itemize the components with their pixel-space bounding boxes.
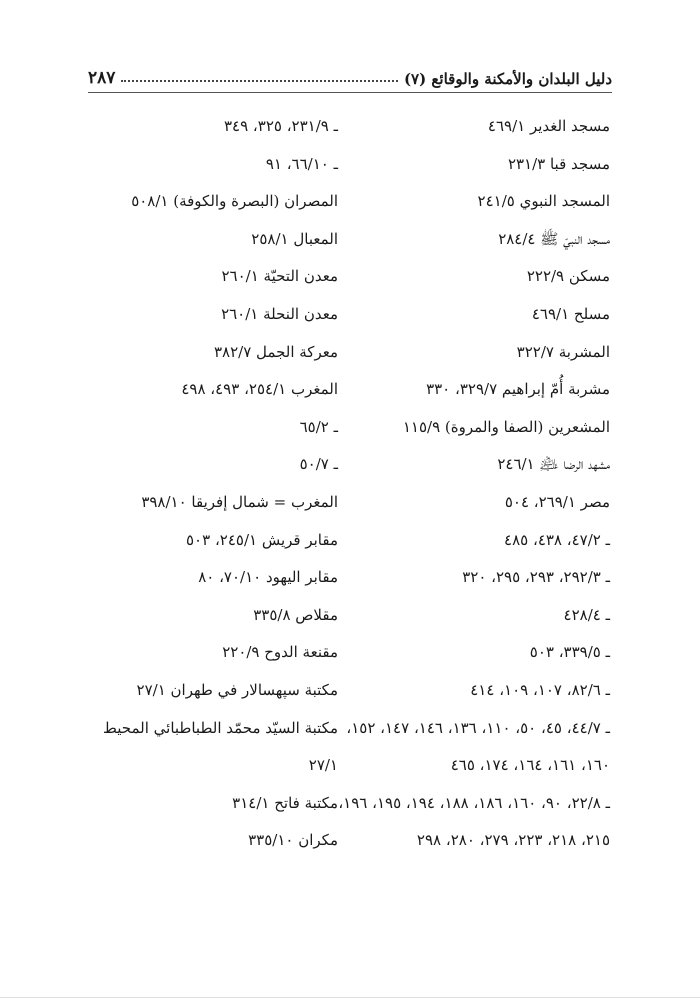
index-entry: مكران ٣٣٥/١٠ (248, 831, 338, 850)
index-column-right (338, 108, 610, 860)
index-entry: ٢٧/١ (308, 756, 338, 775)
page-bottom-rule (0, 997, 700, 998)
running-header (88, 60, 612, 93)
index-entry: مسكن ٢٢٢/٩ (526, 267, 610, 286)
index-entry: مكتبة فاتح ٣١٤/١ (232, 793, 338, 812)
index-entry: المعبال ٢٥٨/١ (251, 229, 338, 248)
index-entry: المشعرين (الصفا والمروة) ١١٥/٩ (402, 417, 610, 436)
index-entry: ـ ٢٢/٨، ٩٠، ١٦٠، ١٨٦، ١٨٨، ١٩٤، ١٩٥، ١٩٦، (338, 793, 610, 812)
index-entry: ١٦٠، ١٦١، ١٦٤، ١٧٤، ٤٦٥ (450, 756, 610, 775)
index-entry: مكتبة السيّد محمّد الطباطبائي المحيط (103, 718, 338, 737)
index-entry: مسجد النبيّ ﷺ ٢٨٤/٤ (498, 229, 610, 248)
index-entry: مكتبة سپهسالار في طهران ٢٧/١ (136, 680, 338, 699)
index-entry: مقلاص ٣٣٥/٨ (253, 605, 338, 624)
index-entry: ـ ٨٢/٦، ١٠٧، ١٠٩، ٤١٤ (470, 680, 610, 699)
page-number: ٢٨٧ (88, 68, 116, 88)
index-entry: ـ ٤٤/٧، ٤٥، ٥٠، ١١٠، ١٣٦، ١٤٦، ١٤٧، ١٥٢، (346, 718, 610, 737)
index-entry: المسجد النبوي ٢٤١/٥ (477, 192, 610, 211)
index-entry: ـ ٣٣٩/٥، ٥٠٣ (529, 643, 610, 662)
index-entry: مسلح ٤٦٩/١ (531, 304, 610, 323)
index-entry: مشربة أُمّ إبراهيم ٣٢٩/٧، ٣٣٠ (426, 380, 610, 399)
index-entry: المغرب = شمال إفريقا ٣٩٨/١٠ (141, 492, 338, 511)
index-column-left (73, 108, 338, 860)
index-entry: المشربة ٣٢٢/٧ (516, 342, 610, 361)
index-entry: مسجد قبا ٢٣١/٣ (507, 154, 610, 173)
index-entry: ـ ٦٥/٢ (299, 417, 338, 436)
index-entry: مسجد الغدير ٤٦٩/١ (487, 117, 610, 135)
index-entry: مشهد الرضا ﵇ ٢٤٦/١ (497, 455, 610, 474)
header-leader-dots (121, 80, 398, 82)
index-entry: معدن التحيّة ٢٦٠/١ (221, 267, 338, 286)
index-entry: مصر ٢٦٩/١، ٥٠٤ (504, 492, 610, 511)
index-entry: معدن النحلة ٢٦٠/١ (221, 304, 338, 323)
index-entry: معركة الجمل ٣٨٢/٧ (214, 342, 338, 361)
index-entry: المصران (البصرة والكوفة) ٥٠٨/١ (131, 192, 338, 211)
index-entry: ـ ٢٣١/٩، ٣٢٥، ٣٤٩ (223, 117, 338, 135)
index-entry: مقابر اليهود ٧٠/١٠، ٨٠ (198, 568, 338, 587)
index-entry: ـ ٤٢٨/٤ (563, 605, 610, 624)
index-entry: ٢١٥، ٢١٨، ٢٢٣، ٢٧٩، ٢٨٠، ٢٩٨ (416, 831, 610, 850)
index-entry: ـ ٥٠/٧ (299, 455, 338, 474)
index-entry: مقنعة الدوح ٢٢٠/٩ (222, 643, 338, 662)
index-entry: المغرب ٢٥٤/١، ٤٩٣، ٤٩٨ (181, 380, 338, 399)
index-entry: ـ ٤٧/٢، ٤٣٨، ٤٨٥ (504, 530, 610, 549)
header-title: دليل البلدان والأمكنة والوقائع (٧) (403, 70, 612, 88)
index-entry: ـ ٦٦/١٠، ٩١ (265, 154, 338, 173)
index-entry: ـ ٢٩٢/٣، ٢٩٣، ٢٩٥، ٣٢٠ (462, 568, 610, 587)
index-entry: مقابر قريش ٢٤٥/١، ٥٠٣ (186, 530, 338, 549)
